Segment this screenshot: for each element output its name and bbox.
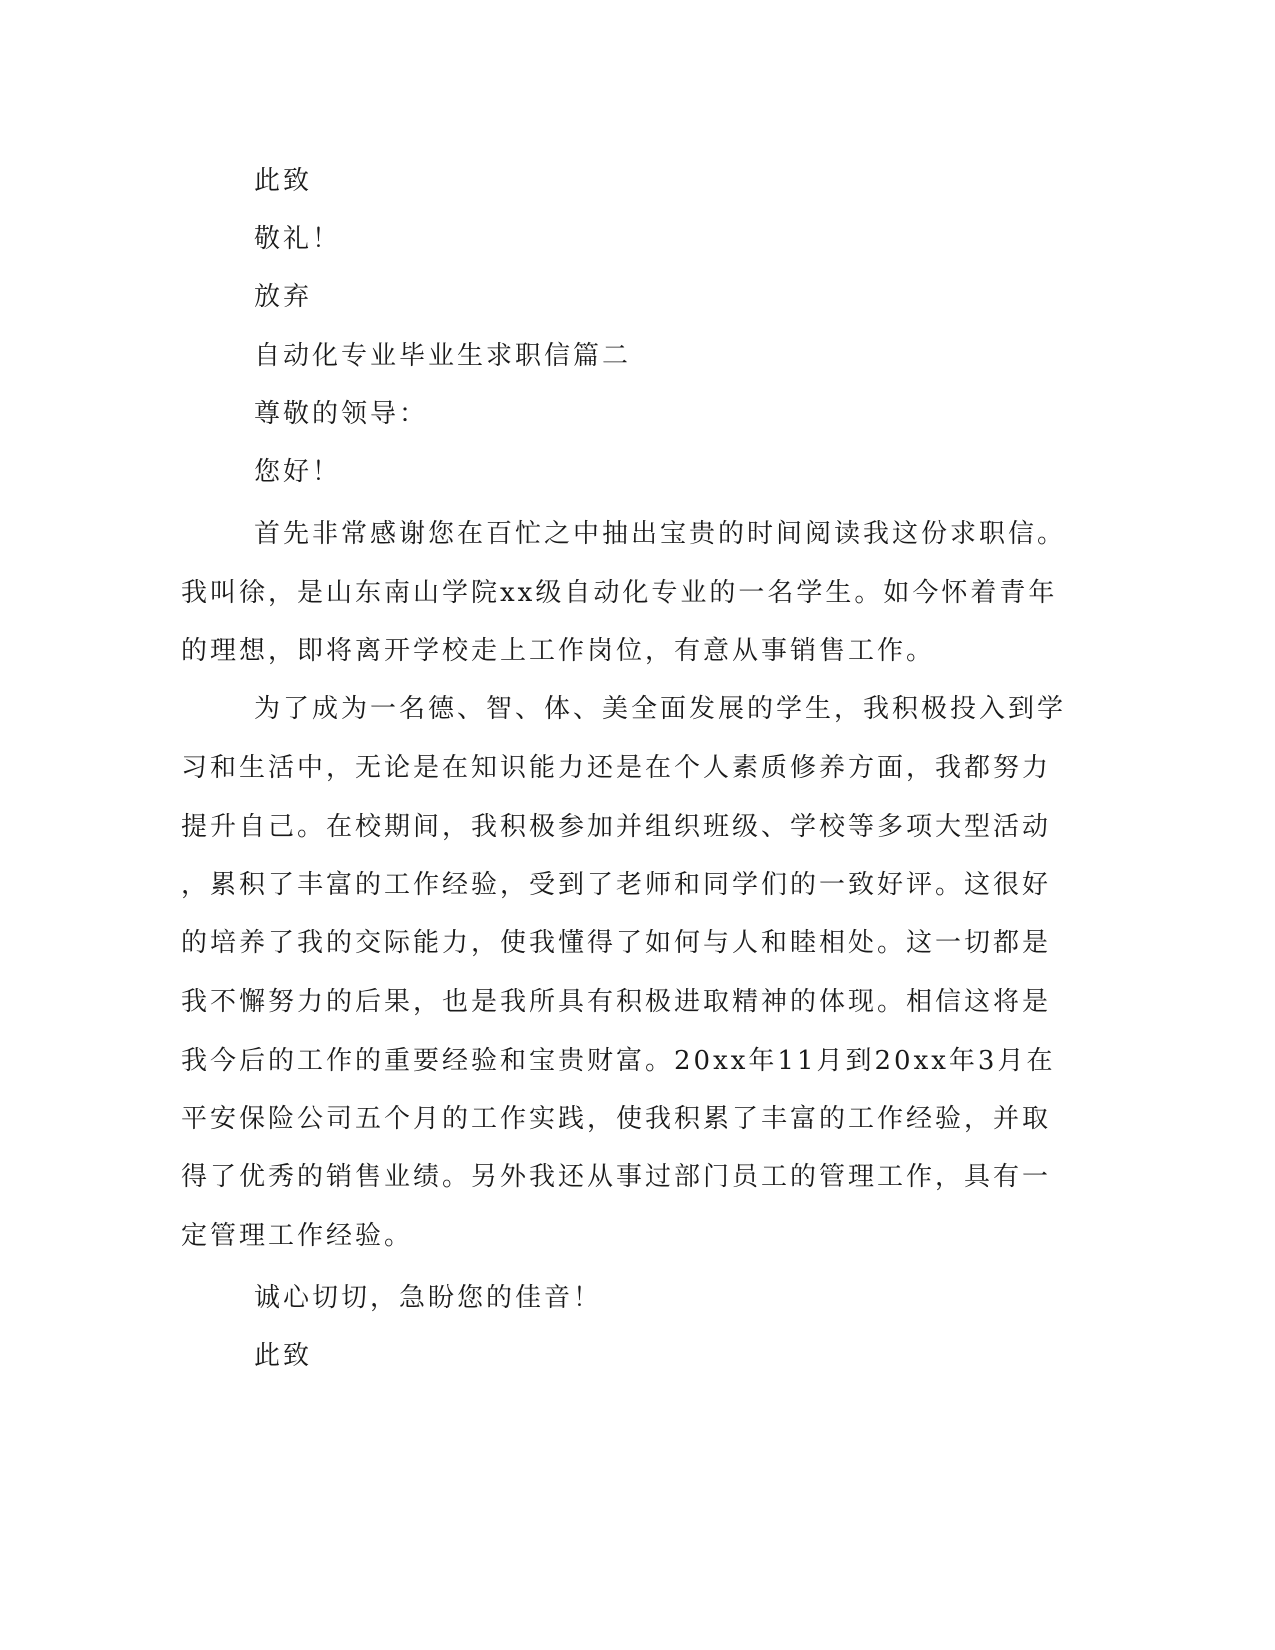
- paragraph-2-line-5: 的培养了我的交际能力，使我懂得了如何与人和睦相处。这一切都是: [181, 928, 1052, 958]
- paragraph-2-line-3: 提升自己。在校期间，我积极参加并组织班级、学校等多项大型活动: [181, 812, 1052, 842]
- paragraph-2-line-2: 习和生活中，无论是在知识能力还是在个人素质修养方面，我都努力: [181, 753, 1052, 783]
- paragraph-2-line-7: 我今后的工作的重要经验和宝贵财富。20xx年11月到20xx年3月在: [181, 1046, 1056, 1076]
- closing-salutation-2: 此致: [254, 1341, 313, 1371]
- closing-regards: 敬礼！: [254, 224, 342, 254]
- paragraph-1-line-3: 的理想，即将离开学校走上工作岗位，有意从事销售工作。: [181, 636, 936, 666]
- paragraph-2-line-8: 平安保险公司五个月的工作实践，使我积累了丰富的工作经验，并取: [181, 1104, 1052, 1134]
- paragraph-2-line-10: 定管理工作经验。: [181, 1221, 414, 1251]
- paragraph-2-line-6: 我不懈努力的后果，也是我所具有积极进取精神的体现。相信这将是: [181, 987, 1052, 1017]
- signature-line: 放弃: [254, 282, 313, 312]
- closing-wish: 诚心切切，急盼您的佳音！: [254, 1283, 603, 1313]
- paragraph-1-line-1: 首先非常感谢您在百忙之中抽出宝贵的时间阅读我这份求职信。: [254, 519, 1067, 549]
- greeting-hello: 您好！: [254, 457, 342, 487]
- closing-salutation: 此致: [254, 166, 313, 196]
- paragraph-2-line-4: ，累积了丰富的工作经验，受到了老师和同学们的一致好评。这很好: [181, 870, 1052, 900]
- paragraph-2-line-1: 为了成为一名德、智、体、美全面发展的学生，我积极投入到学: [254, 694, 1067, 724]
- paragraph-2-line-9: 得了优秀的销售业绩。另外我还从事过部门员工的管理工作，具有一: [181, 1162, 1052, 1192]
- greeting-recipient: 尊敬的领导：: [254, 399, 429, 429]
- paragraph-1-line-2: 我叫徐，是山东南山学院xx级自动化专业的一名学生。如今怀着青年: [181, 578, 1058, 608]
- section-title: 自动化专业毕业生求职信篇二: [254, 341, 632, 371]
